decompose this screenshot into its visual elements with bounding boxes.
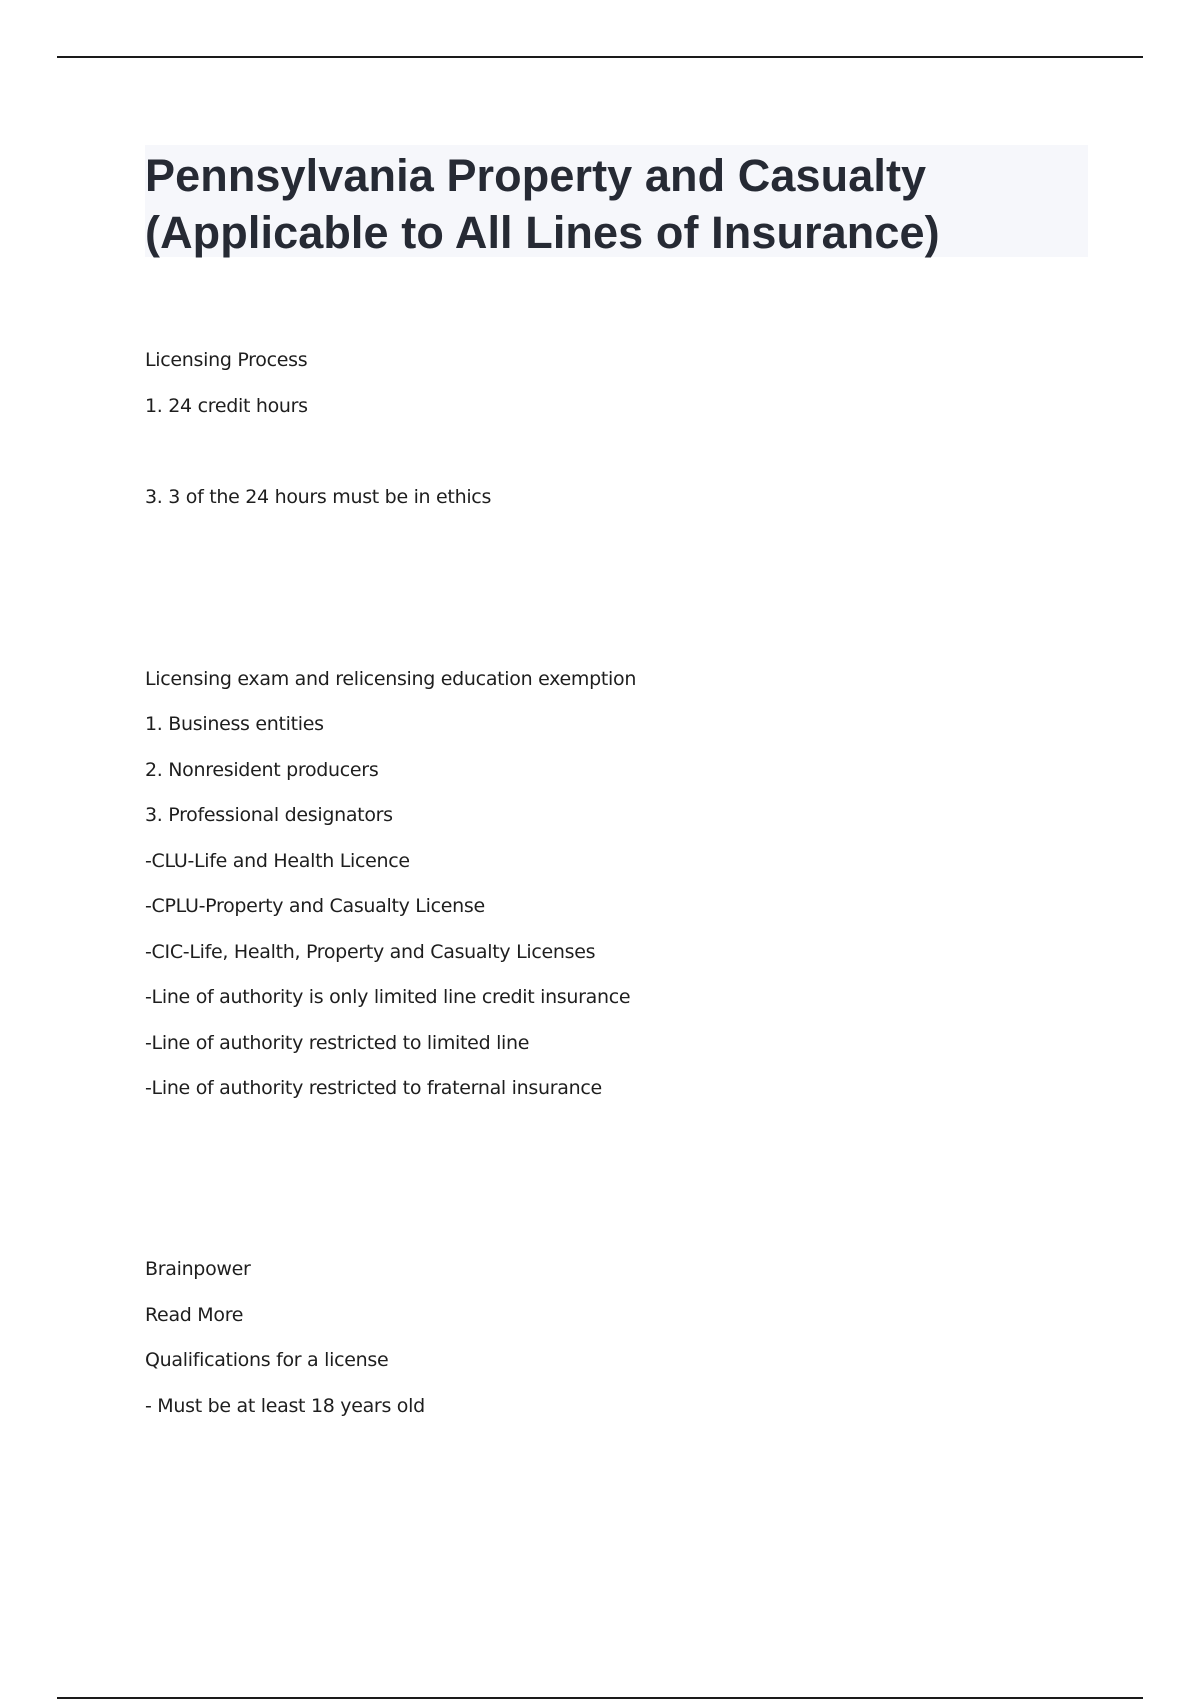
list-item: -CLU-Life and Health Licence xyxy=(145,850,410,872)
list-item: -Line of authority restricted to fraternal insurance xyxy=(145,1077,602,1099)
list-item: -Line of authority is only limited line credit insurance xyxy=(145,986,631,1008)
page-title xyxy=(145,147,940,261)
list-item: -CPLU-Property and Casualty License xyxy=(145,895,485,917)
list-item: -CIC-Life, Health, Property and Casualty Licenses xyxy=(145,941,596,963)
list-item: 1. 24 credit hours xyxy=(145,395,308,417)
section-heading-exemption: Licensing exam and relicensing education exemption xyxy=(145,668,637,690)
list-item: 3. Professional designators xyxy=(145,804,393,826)
list-item: - Must be at least 18 years old xyxy=(145,1395,425,1417)
section-heading-qualifications: Qualifications for a license xyxy=(145,1349,389,1371)
page-title-line-1: Pennsylvania Property and Casualty xyxy=(145,150,927,201)
footer-rule xyxy=(57,1697,1143,1699)
list-item: 2. Nonresident producers xyxy=(145,759,379,781)
list-item: -Line of authority restricted to limited line xyxy=(145,1032,530,1054)
header-rule xyxy=(57,56,1143,58)
list-item: 1. Business entities xyxy=(145,713,324,735)
brand-label: Brainpower xyxy=(145,1258,251,1280)
read-more-link[interactable]: Read More xyxy=(145,1304,244,1326)
section-heading-licensing-process: Licensing Process xyxy=(145,349,308,371)
page-title-line-2: (Applicable to All Lines of Insurance) xyxy=(145,207,940,258)
list-item: 3. 3 of the 24 hours must be in ethics xyxy=(145,486,492,508)
